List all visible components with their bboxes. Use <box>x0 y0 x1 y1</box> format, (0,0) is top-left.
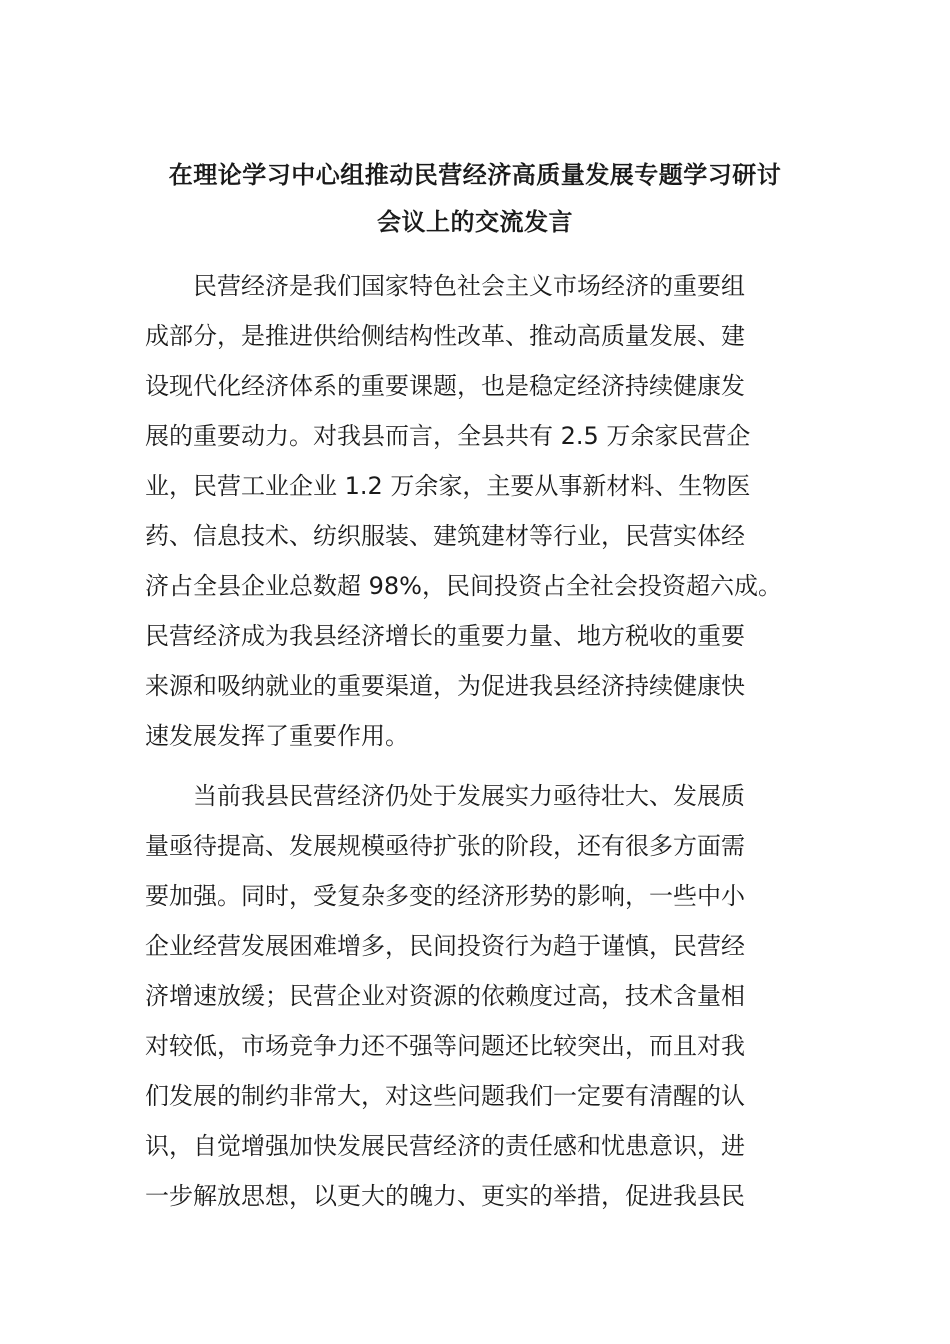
paragraph-line: 量亟待提高、发展规模亟待扩张的阶段，还有很多方面需 <box>145 832 745 860</box>
paragraph-line: 药、信息技术、纺织服装、建筑建材等行业，民营实体经 <box>145 522 745 550</box>
paragraph-line: 展的重要动力。对我县而言，全县共有 2.5 万余家民营企 <box>145 422 751 450</box>
title-line: 会议上的交流发言 <box>377 208 573 236</box>
paragraph-line: 济增速放缓；民营企业对资源的依赖度过高，技术含量相 <box>145 982 745 1010</box>
paragraph-line: 要加强。同时，受复杂多变的经济形势的影响，一些中小 <box>145 882 745 910</box>
paragraph-line: 业，民营工业企业 1.2 万余家，主要从事新材料、生物医 <box>145 472 751 500</box>
paragraph-2 <box>145 771 809 1221</box>
paragraph-line: 民营经济成为我县经济增长的重要力量、地方税收的重要 <box>145 622 745 650</box>
paragraph-line: 当前我县民营经济仍处于发展实力亟待壮大、发展质 <box>193 782 745 810</box>
paragraph-1 <box>145 261 809 761</box>
paragraph-line: 企业经营发展困难增多，民间投资行为趋于谨慎，民营经 <box>145 932 745 960</box>
paragraph-line: 民营经济是我们国家特色社会主义市场经济的重要组 <box>193 272 745 300</box>
paragraph-line: 对较低，市场竞争力还不强等问题还比较突出，而且对我 <box>145 1032 745 1060</box>
title-line: 在理论学习中心组推动民营经济高质量发展专题学习研讨 <box>168 161 782 189</box>
paragraph-line: 们发展的制约非常大，对这些问题我们一定要有清醒的认 <box>145 1082 745 1110</box>
document-title <box>145 152 805 246</box>
paragraph-line: 成部分，是推进供给侧结构性改革、推动高质量发展、建 <box>145 322 745 350</box>
paragraph-line: 济占全县企业总数超 98%，民间投资占全社会投资超六成。 <box>145 572 782 600</box>
paragraph-line: 来源和吸纳就业的重要渠道，为促进我县经济持续健康快 <box>145 672 745 700</box>
paragraph-line: 识，自觉增强加快发展民营经济的责任感和忧患意识，进 <box>145 1132 745 1160</box>
paragraph-line: 一步解放思想，以更大的魄力、更实的举措，促进我县民 <box>145 1182 745 1210</box>
paragraph-line: 设现代化经济体系的重要课题，也是稳定经济持续健康发 <box>145 372 745 400</box>
paragraph-line: 速发展发挥了重要作用。 <box>145 722 409 750</box>
